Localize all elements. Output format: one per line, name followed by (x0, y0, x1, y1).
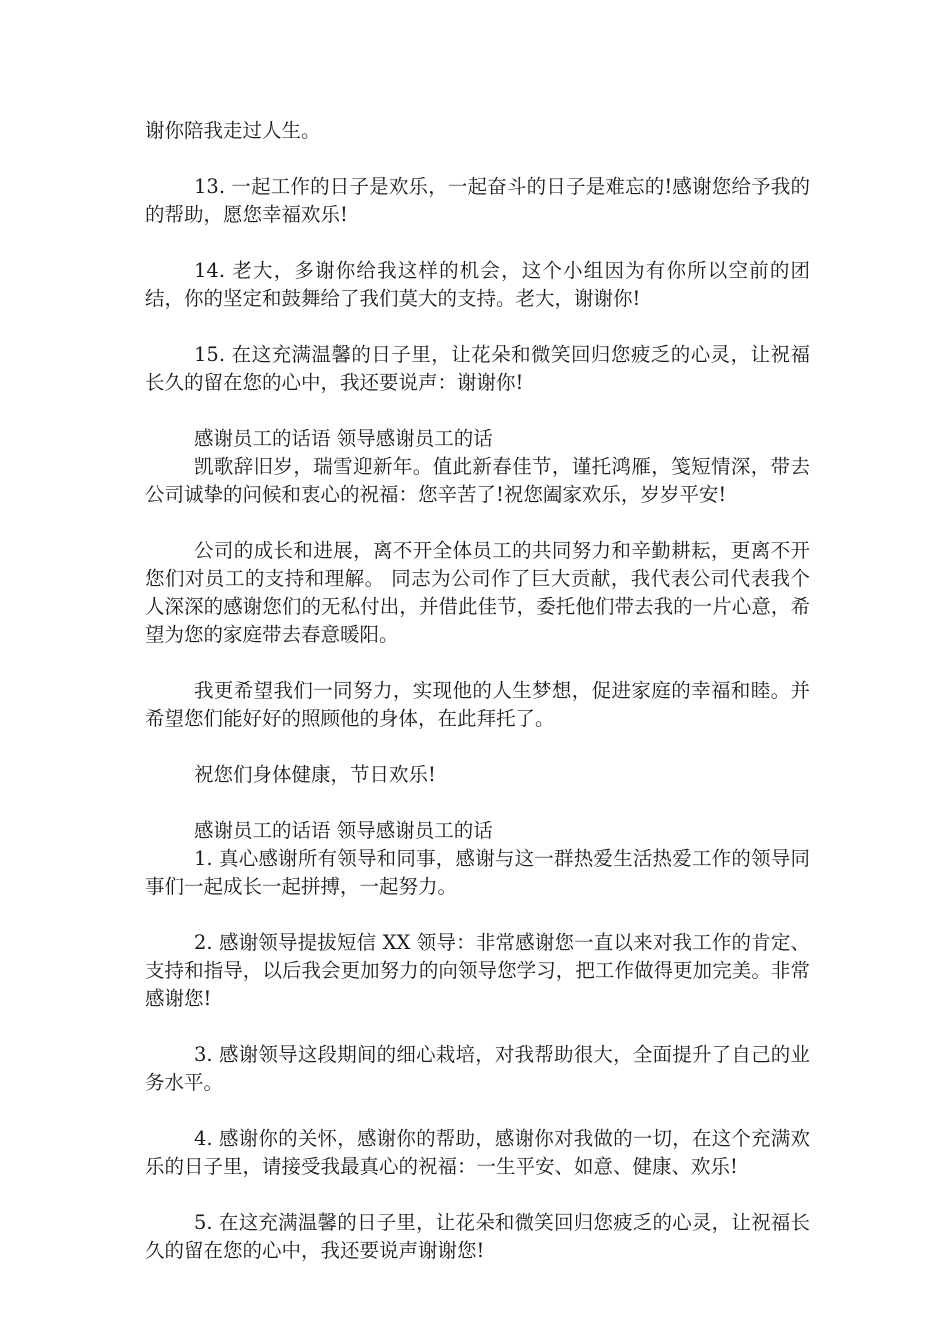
section-heading-1: 感谢员工的话语 领导感谢员工的话 (194, 427, 493, 450)
paragraph-new-year: 凯歌辞旧岁，瑞雪迎新年。值此新春佳节，谨托鸿雁，笺短情深，带去公司诚挚的问候和衷心的祝福：您辛苦了!祝您阖家欢乐，岁岁平安! (145, 455, 810, 506)
paragraph-1: 1. 真心感谢所有领导和同事，感谢与这一群热爱生活热爱工作的领导同事们一起成长一起拼搏，一起努力。 (145, 847, 810, 898)
paragraph-2: 2. 感谢领导提拔短信 XX 领导：非常感谢您一直以来对我工作的肯定、支持和指导，以后我会更加努力的向领导您学习，把工作做得更加完美。非常感谢您! (145, 931, 810, 1010)
paragraph-15: 15. 在这充满温馨的日子里，让花朵和微笑回归您疲乏的心灵，让祝福长久的留在您的心中，我还要说声：谢谢你! (145, 343, 810, 394)
paragraph-continuation: 谢你陪我走过人生。 (145, 119, 321, 142)
paragraph-4: 4. 感谢你的关怀，感谢你的帮助，感谢你对我做的一切，在这个充满欢乐的日子里，请接受我最真心的祝福：一生平安、如意、健康、欢乐! (145, 1127, 810, 1178)
paragraph-3: 3. 感谢领导这段期间的细心栽培，对我帮助很大，全面提升了自己的业务水平。 (145, 1043, 810, 1094)
paragraph-company-growth: 公司的成长和进展，离不开全体员工的共同努力和辛勤耕耘，更离不开您们对员工的支持和理解。 同志为公司作了巨大贡献，我代表公司代表我个人深深的感谢您们的无私付出，并借此佳节，委托他们带去我的一片心意，希望为您的家庭带去春意暖阳。 (145, 539, 810, 646)
paragraph-5: 5. 在这充满温馨的日子里，让花朵和微笑回归您疲乏的心灵，让祝福长久的留在您的心中，我还要说声谢谢您! (145, 1211, 810, 1262)
paragraph-13: 13. 一起工作的日子是欢乐，一起奋斗的日子是难忘的!感谢您给予我的的帮助，愿您幸福欢乐! (145, 175, 810, 226)
paragraph-hope: 我更希望我们一同努力，实现他的人生梦想，促进家庭的幸福和睦。并希望您们能好好的照顾他的身体，在此拜托了。 (145, 679, 810, 730)
section-heading-2: 感谢员工的话语 领导感谢员工的话 (194, 819, 493, 842)
document-body (145, 117, 810, 1265)
paragraph-wish: 祝您们身体健康，节日欢乐! (194, 763, 436, 786)
paragraph-14: 14. 老大，多谢你给我这样的机会，这个小组因为有你所以空前的团结，你的坚定和鼓舞给了我们莫大的支持。老大，谢谢你! (145, 259, 810, 310)
